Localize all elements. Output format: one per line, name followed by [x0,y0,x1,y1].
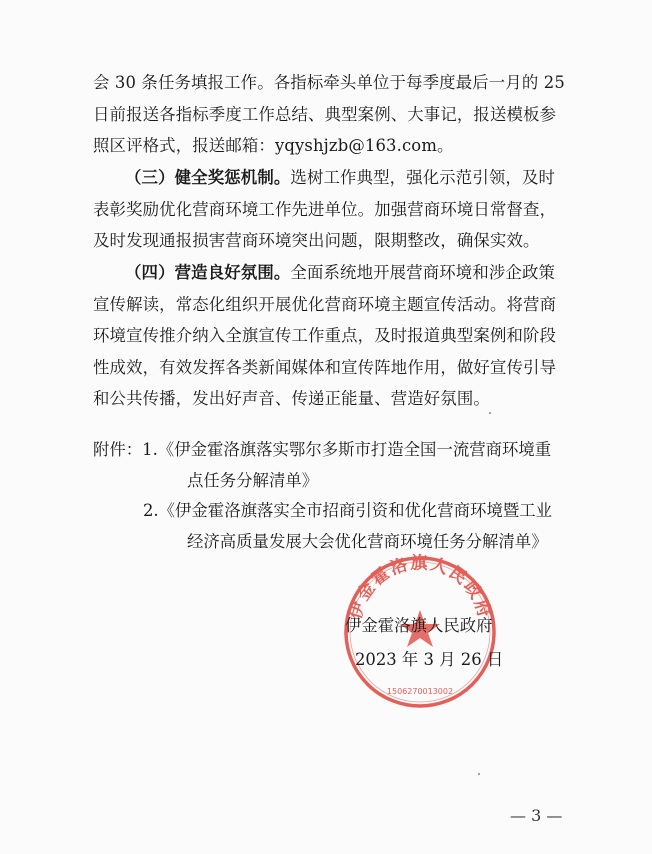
text-line: 会 30 条任务填报工作。各指标牵头单位于每季度最后一月的 25 [93,73,565,92]
scan-speck [478,773,480,775]
section-heading: （四）营造良好氛围。 [125,263,291,282]
text-line: 照区评格式，报送邮箱：yqyshjzb@163.com。 [93,136,454,156]
attachment-item-2: 2.《伊金霍洛旗落实全市招商引资和优化营商环境暨工业 [143,501,553,520]
issuing-authority: 伊金霍洛旗人民政府 [345,616,493,635]
text-line [93,257,573,289]
issue-date: 2023 年 3 月 26 日 [355,650,504,669]
text-line: 表彰奖励优化营商环境工作先进单位。加强营商环境日常督查， [93,199,557,219]
attachment-item-1-continued: 点任务分解清单》 [187,471,319,490]
text-segment: 选树工作典型，强化示范引领，及时 [290,168,556,187]
page-number: — 3 — [510,806,563,825]
text-line: 环境宣传推介纳入全旗宣传工作重点，及时报道典型案例和阶段 [93,326,557,346]
section-heading: （三）健全奖惩机制。 [125,168,291,187]
text-line [93,162,573,194]
paragraph-atmosphere [93,257,573,415]
attachment-item-2-continued: 经济高质量发展大会优化营商环境任务分解清单》 [187,532,548,551]
paragraph-reporting [93,67,573,162]
text-line: 和公共传播，发出好声音、传递正能量、营造好氛围。 [93,389,490,409]
text-line: 及时发现通报损害营商环境突出问题，限期整改，确保实效。 [93,231,540,251]
seal-text: 伊金霍洛旗人民政府 [345,553,495,622]
scan-speck [489,412,491,414]
text-line: 日前报送各指标季度工作总结、典型案例、大事记，报送模板参 [93,104,557,124]
text-line: 性成效，有效发挥各类新闻媒体和宣传阵地作用，做好宣传引导 [93,357,557,377]
attachment-item-1 [93,434,551,465]
text-segment: 全面系统地开展营商环境和涉企政策 [290,263,556,282]
attachment-title: 1.《伊金霍洛旗落实鄂尔多斯市打造全国一流营商环境重 [142,440,552,459]
paragraph-incentive [93,162,573,257]
seal-code: 1506270013002 [386,687,454,696]
attachment-label: 附件： [93,440,143,459]
text-line: 宣传解读，常态化组织开展优化营商环境主题宣传活动。将营商 [93,294,557,314]
